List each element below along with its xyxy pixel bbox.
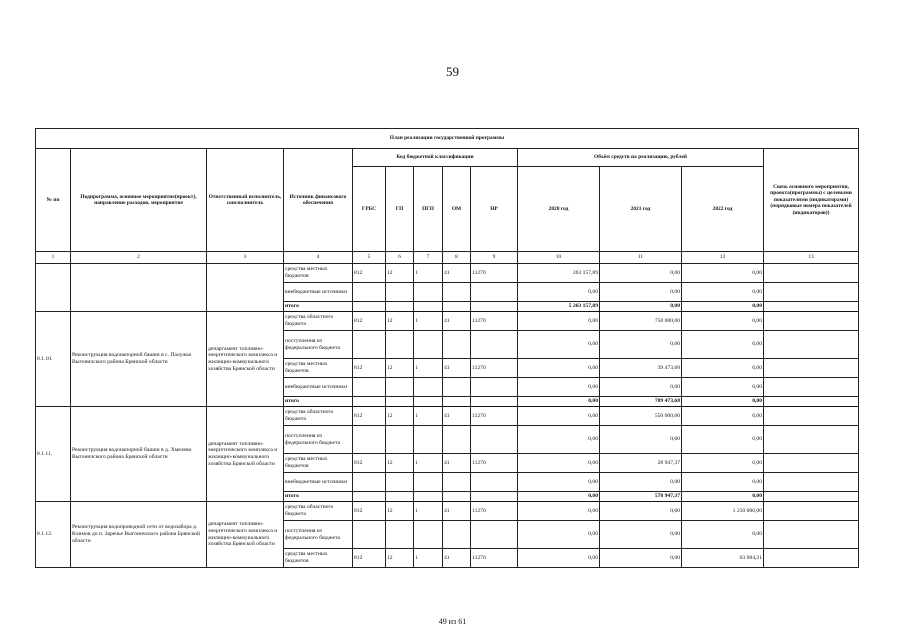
cell-source: внебюджетные источники [284, 378, 353, 397]
cell-y2021: 0,00 [600, 283, 682, 302]
cell-source: средства областного бюджета [284, 502, 353, 521]
cell-y2022: 63 684,21 [682, 549, 764, 568]
cell-pgp [414, 302, 443, 312]
cell-om [443, 521, 471, 549]
cell-grbs [353, 378, 386, 397]
cell-y2021: 0,00 [600, 426, 682, 454]
cell-gp: 12 [386, 359, 414, 378]
cell-gp [386, 302, 414, 312]
header-source: Источник финансового обеспечения [284, 149, 353, 252]
cell-grbs [353, 492, 386, 502]
cell-grbs: 812 [353, 264, 386, 283]
cell-y2022: 0,00 [682, 397, 764, 407]
header-executor: Ответственный исполнитель, соисполнитель [207, 149, 284, 252]
cell-source: итого [284, 492, 353, 502]
cell-gp: 12 [386, 549, 414, 568]
cell-om: 41 [443, 502, 471, 521]
cell-source: итого [284, 397, 353, 407]
cell-y2020: 5 263 157,89 [518, 302, 600, 312]
cell-grbs: 812 [353, 312, 386, 331]
table-body [36, 252, 859, 568]
cell-gp: 12 [386, 502, 414, 521]
column-number: 11 [600, 252, 682, 264]
cell-grbs [353, 473, 386, 492]
cell-gp [386, 473, 414, 492]
cell-link [764, 473, 859, 492]
cell-y2021: 789 473,68 [600, 397, 682, 407]
cell-y2021: 0,00 [600, 502, 682, 521]
column-number: 7 [414, 252, 443, 264]
cell-grbs [353, 521, 386, 549]
cell-om [443, 473, 471, 492]
header-pgp: ПГП [414, 167, 443, 252]
cell-y2022: 0,00 [682, 312, 764, 331]
cell-om: 41 [443, 407, 471, 426]
cell-source: средства местных бюджетов [284, 454, 353, 473]
cell-pgp [414, 331, 443, 359]
cell-nr: 11270 [471, 502, 518, 521]
cell-pgp: 1 [414, 264, 443, 283]
cell-gp: 12 [386, 312, 414, 331]
cell-y2021: 0,00 [600, 473, 682, 492]
cell-om [443, 331, 471, 359]
cell-pgp: 1 [414, 359, 443, 378]
cell-om [443, 302, 471, 312]
cell-source: поступления из федерального бюджета [284, 426, 353, 454]
cell-y2022: 0,00 [682, 283, 764, 302]
item-executor: департамент топливно-энергетического комплекса и жилищно-коммунального хозяйства Брянской области [207, 407, 284, 502]
cell-pgp [414, 397, 443, 407]
cell-y2021: 0,00 [600, 302, 682, 312]
cell-pgp: 1 [414, 407, 443, 426]
cell-link [764, 283, 859, 302]
page-number: 59 [446, 64, 459, 79]
cell-source: средства областного бюджета [284, 312, 353, 331]
cell-pgp: 1 [414, 454, 443, 473]
cell-grbs: 812 [353, 407, 386, 426]
cell-y2021: 28 947,37 [600, 454, 682, 473]
cell-om [443, 283, 471, 302]
header-budget-code-group: Код бюджетной классификации [353, 149, 518, 167]
header-nr: НР [471, 167, 518, 252]
table-row [36, 264, 859, 283]
cell-nr [471, 473, 518, 492]
header-subprogram: Подпрограмма, основное мероприятие(проект), направление расходов, мероприятие [71, 149, 207, 252]
column-number: 10 [518, 252, 600, 264]
column-number: 5 [353, 252, 386, 264]
cell-pgp [414, 521, 443, 549]
cell-nr [471, 492, 518, 502]
cell-y2020: 263 157,89 [518, 264, 600, 283]
column-number: 8 [443, 252, 471, 264]
cell-pgp [414, 378, 443, 397]
cell-y2022: 0,00 [682, 378, 764, 397]
cell-gp: 12 [386, 264, 414, 283]
header-grbs: ГРБС [353, 167, 386, 252]
cell-nr: 11270 [471, 264, 518, 283]
cell-gp [386, 426, 414, 454]
page-footer: 49 из 61 [438, 617, 467, 626]
cell-y2020: 0,00 [518, 454, 600, 473]
cell-gp: 12 [386, 407, 414, 426]
header-2021: 2021 год [600, 167, 682, 252]
cell-y2022: 0,00 [682, 473, 764, 492]
cell-om: 41 [443, 549, 471, 568]
cell-name [71, 264, 207, 312]
cell-y2020: 0,00 [518, 473, 600, 492]
cell-link [764, 302, 859, 312]
cell-gp [386, 492, 414, 502]
cell-y2022: 0,00 [682, 359, 764, 378]
cell-grbs [353, 397, 386, 407]
cell-nr [471, 302, 518, 312]
cell-y2021: 0,00 [600, 549, 682, 568]
cell-y2020: 0,00 [518, 312, 600, 331]
cell-pgp: 1 [414, 549, 443, 568]
cell-nr: 11270 [471, 407, 518, 426]
item-number: 8.1.10. [36, 312, 71, 407]
cell-source: поступления из федерального бюджета [284, 521, 353, 549]
header-2022: 2022 год [682, 167, 764, 252]
cell-source: внебюджетные источники [284, 283, 353, 302]
cell-gp [386, 397, 414, 407]
column-number: 9 [471, 252, 518, 264]
header-funds-group: Объём средств на реализацию, рублей [518, 149, 764, 167]
cell-link [764, 492, 859, 502]
cell-link [764, 454, 859, 473]
header-2020: 2020 год [518, 167, 600, 252]
table-row [36, 502, 859, 521]
cell-y2021: 0,00 [600, 521, 682, 549]
cell-y2022: 0,00 [682, 331, 764, 359]
cell-pgp: 1 [414, 502, 443, 521]
cell-grbs [353, 331, 386, 359]
column-number: 3 [207, 252, 284, 264]
cell-gp [386, 521, 414, 549]
cell-y2021: 0,00 [600, 331, 682, 359]
cell-executor [207, 264, 284, 312]
header-gp: ГП [386, 167, 414, 252]
cell-om [443, 378, 471, 397]
cell-link [764, 359, 859, 378]
cell-nr [471, 378, 518, 397]
cell-gp [386, 283, 414, 302]
cell-y2020: 0,00 [518, 397, 600, 407]
cell-y2022: 0,00 [682, 302, 764, 312]
cell-om: 41 [443, 454, 471, 473]
cell-source: внебюджетные источники [284, 473, 353, 492]
cell-grbs: 812 [353, 359, 386, 378]
cell-y2022: 0,00 [682, 407, 764, 426]
cell-link [764, 397, 859, 407]
cell-link [764, 264, 859, 283]
cell-nr [471, 397, 518, 407]
cell-grbs [353, 302, 386, 312]
cell-y2021: 550 000,00 [600, 407, 682, 426]
item-number: 8.1.11. [36, 407, 71, 502]
item-executor: департамент топливно-энергетического комплекса и жилищно-коммунального хозяйства Брянской области [207, 312, 284, 407]
cell-y2020: 0,00 [518, 378, 600, 397]
cell-nr [471, 426, 518, 454]
column-number: 6 [386, 252, 414, 264]
cell-y2020: 0,00 [518, 521, 600, 549]
cell-source: итого [284, 302, 353, 312]
cell-link [764, 407, 859, 426]
table-title: План реализации государственной программы [36, 129, 859, 149]
cell-gp [386, 331, 414, 359]
cell-y2020: 0,00 [518, 359, 600, 378]
cell-source: средства местных бюджетов [284, 359, 353, 378]
cell-gp: 12 [386, 454, 414, 473]
cell-nr: 11270 [471, 359, 518, 378]
column-number: 4 [284, 252, 353, 264]
table-row [36, 407, 859, 426]
cell-y2020: 0,00 [518, 549, 600, 568]
cell-y2022: 0,00 [682, 454, 764, 473]
cell-y2020: 0,00 [518, 502, 600, 521]
cell-y2021: 39 473,68 [600, 359, 682, 378]
cell-pgp [414, 492, 443, 502]
cell-y2021: 750 000,00 [600, 312, 682, 331]
column-number: 12 [682, 252, 764, 264]
item-name: Реконструкция водонапорной башни в д. Хмелево Выгоничского района Брянской области [71, 407, 207, 502]
cell-om: 41 [443, 359, 471, 378]
column-number: 13 [764, 252, 859, 264]
cell-pgp [414, 426, 443, 454]
cell-y2022: 0,00 [682, 264, 764, 283]
cell-link [764, 426, 859, 454]
cell-nr: 11270 [471, 549, 518, 568]
cell-om [443, 492, 471, 502]
column-number: 1 [36, 252, 71, 264]
header-link: Связь основного мероприятия, проекта(программы) с целевыми показателями (индикаторами) (порядковые номера показателей (индикаторов)) [764, 149, 859, 252]
cell-nr [471, 331, 518, 359]
cell-source: средства областного бюджета [284, 407, 353, 426]
header-no: № пп [36, 149, 71, 252]
cell-link [764, 502, 859, 521]
cell-y2021: 578 947,37 [600, 492, 682, 502]
table-row [36, 312, 859, 331]
cell-nr: 11270 [471, 312, 518, 331]
cell-y2022: 0,00 [682, 521, 764, 549]
cell-pgp [414, 473, 443, 492]
cell-y2020: 0,00 [518, 283, 600, 302]
column-number: 2 [71, 252, 207, 264]
item-name: Реконструкция водопроводной сети от водозабора д. Климов до п. Заречье Выгоничского района Брянской области [71, 502, 207, 568]
cell-om: 41 [443, 312, 471, 331]
cell-source: средства местных бюджетов [284, 264, 353, 283]
item-executor: департамент топливно-энергетического комплекса и жилищно-коммунального хозяйства Брянской области [207, 502, 284, 568]
cell-y2021: 0,00 [600, 378, 682, 397]
cell-gp [386, 378, 414, 397]
cell-y2022: 1 210 000,00 [682, 502, 764, 521]
cell-link [764, 549, 859, 568]
item-number: 8.1.12. [36, 502, 71, 568]
cell-link [764, 312, 859, 331]
cell-nr [471, 283, 518, 302]
cell-link [764, 331, 859, 359]
cell-y2021: 0,00 [600, 264, 682, 283]
cell-link [764, 521, 859, 549]
cell-om: 41 [443, 264, 471, 283]
cell-grbs: 812 [353, 454, 386, 473]
cell-grbs [353, 426, 386, 454]
cell-source: средства местных бюджетов [284, 549, 353, 568]
cell-y2022: 0,00 [682, 426, 764, 454]
cell-pgp [414, 283, 443, 302]
cell-y2020: 0,00 [518, 331, 600, 359]
cell-y2020: 0,00 [518, 492, 600, 502]
cell-grbs [353, 283, 386, 302]
cell-nr [471, 521, 518, 549]
cell-nr: 11270 [471, 454, 518, 473]
cell-om [443, 397, 471, 407]
cell-y2022: 0,00 [682, 492, 764, 502]
cell-link [764, 378, 859, 397]
cell-no [36, 264, 71, 312]
cell-y2020: 0,00 [518, 407, 600, 426]
item-name: Реконструкция водонапорной башни в с. Палужье Выгоничского района Брянской области [71, 312, 207, 407]
cell-source: поступления из федерального бюджета [284, 331, 353, 359]
cell-y2020: 0,00 [518, 426, 600, 454]
cell-om [443, 426, 471, 454]
cell-grbs: 812 [353, 502, 386, 521]
header-om: ОМ [443, 167, 471, 252]
column-number-row [36, 252, 859, 264]
cell-pgp: 1 [414, 312, 443, 331]
cell-grbs: 812 [353, 549, 386, 568]
program-plan-table [35, 128, 859, 568]
